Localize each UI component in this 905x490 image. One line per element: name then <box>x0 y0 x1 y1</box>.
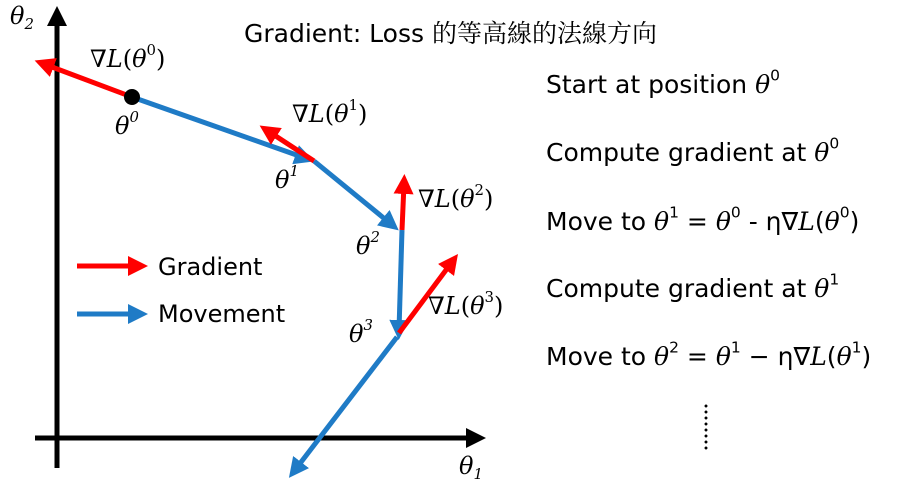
x-axis-label: $\theta_1$ <box>459 452 483 484</box>
slide-title: Gradient: Loss 的等高線的法線方向 <box>244 19 657 48</box>
y-axis-label: $\theta_2$ <box>10 2 34 34</box>
step-move-to-theta1: Move to $\theta^1 = \theta^0 - \eta\nabla L(\theta^0)$ <box>546 203 860 236</box>
legend-movement-label: Movement <box>158 300 286 328</box>
point-label-theta3: $\theta^3$ <box>349 316 373 348</box>
legend-gradient-label: Gradient <box>158 253 263 281</box>
gradient-arrow-2 <box>402 184 404 230</box>
gradient-label-0: $\nabla L(\theta^0)$ <box>90 41 166 73</box>
movement-arrow-2-3 <box>399 230 402 330</box>
step-move-to-theta2: Move to $\theta^2 = \theta^1 - \eta\nabla L(\theta^1)$ <box>546 338 872 371</box>
point-label-theta0: $\theta^0$ <box>115 108 139 140</box>
movement-arrow-3-next <box>295 337 397 470</box>
gradient-label-2: $\nabla L(\theta^2)$ <box>418 181 494 213</box>
gradient-label-1: $\nabla L(\theta^1)$ <box>292 96 368 128</box>
continuation-dots <box>704 403 708 451</box>
step-compute-gradient-0: Compute gradient at $\theta^0$ <box>546 134 840 167</box>
step-compute-gradient-1: Compute gradient at $\theta^1$ <box>546 270 840 303</box>
movement-arrow-1-2 <box>314 161 391 224</box>
movement-arrow-0-1 <box>132 97 305 158</box>
step-start: Start at position $\theta^0$ <box>546 66 780 99</box>
point-label-theta1: $\theta^1$ <box>275 162 299 194</box>
gradient-label-3: $\nabla L(\theta^3)$ <box>428 288 504 320</box>
point-label-theta2: $\theta^2$ <box>356 228 380 260</box>
start-point-marker <box>124 89 140 105</box>
